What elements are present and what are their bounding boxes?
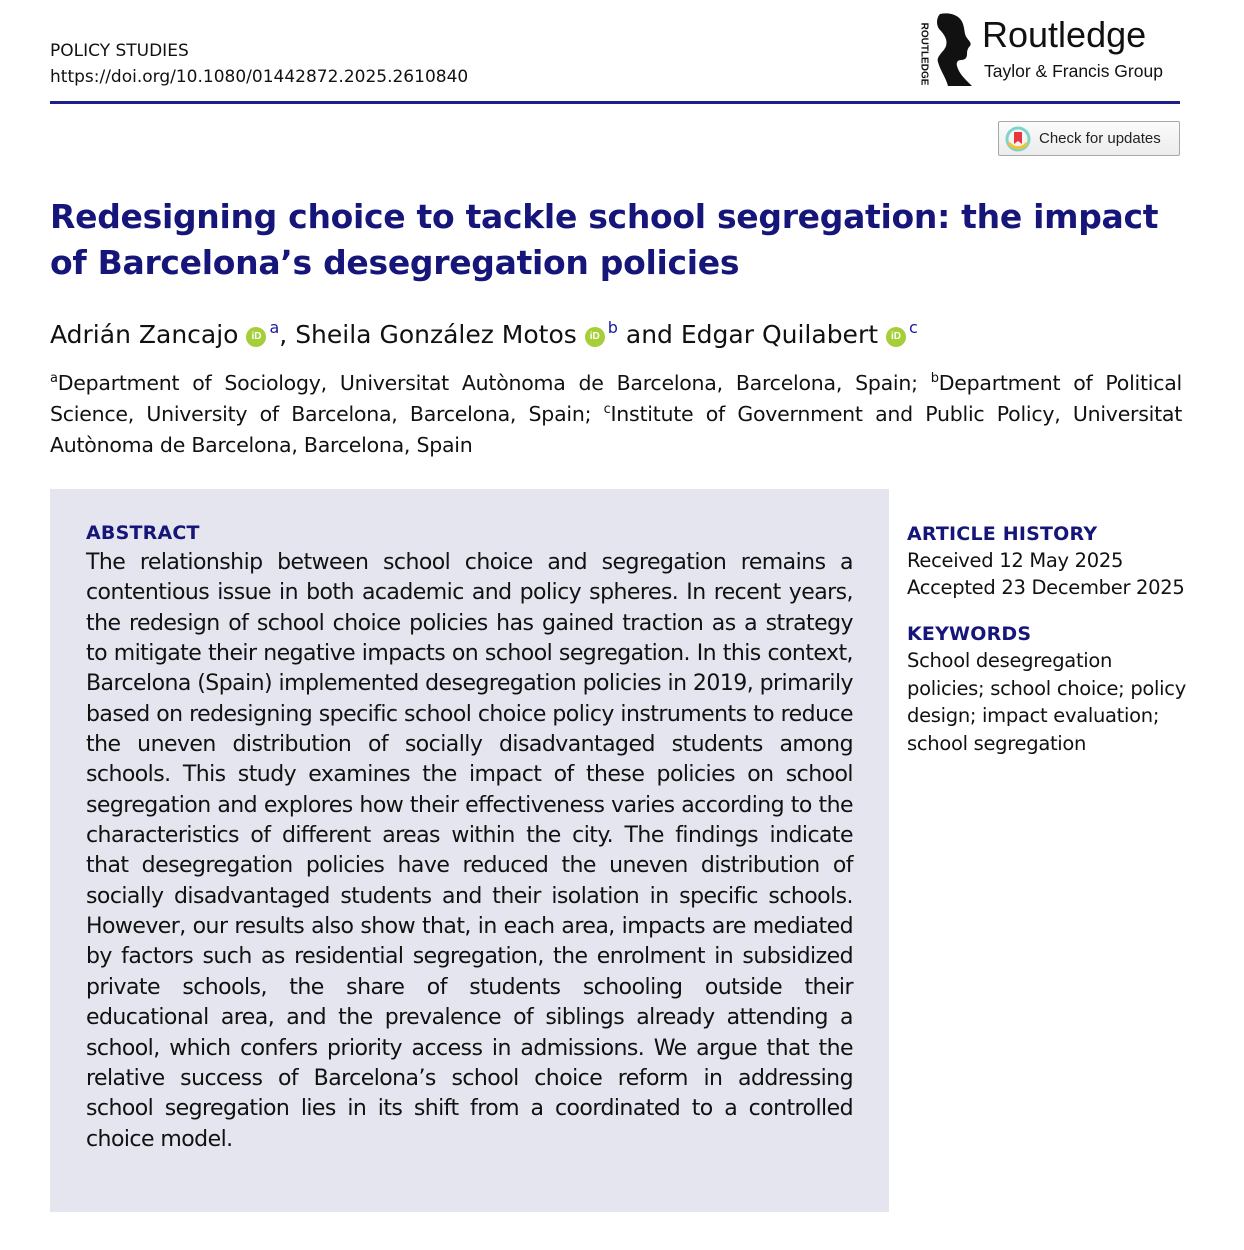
affiliation-mark: c: [603, 402, 611, 417]
abstract-heading: ABSTRACT: [86, 522, 200, 544]
affiliation-mark: b: [930, 371, 939, 386]
article-title-line-2: of Barcelona’s desegregation policies: [50, 243, 740, 282]
publisher-name: Routledge: [982, 14, 1147, 55]
routledge-head-logo-icon: [934, 12, 974, 88]
article-history-heading: ARTICLE HISTORY: [907, 523, 1098, 545]
journal-name: POLICY STUDIES: [50, 41, 189, 61]
publisher-vertical-wordmark: ROUTLEDGE: [918, 22, 930, 86]
affiliation-text: Institute of Government and Public Policy, Universitat Autònoma de Barcelona, Barcelona, Spain: [50, 402, 1182, 457]
keywords-heading: KEYWORDS: [907, 623, 1032, 645]
author-name[interactable]: Adrián Zancajo: [50, 320, 239, 349]
orcid-icon[interactable]: iD: [585, 327, 605, 347]
affiliations: [50, 368, 1182, 461]
doi-link[interactable]: https://doi.org/10.1080/01442872.2025.2610840: [50, 67, 469, 87]
keywords: [907, 621, 1197, 757]
crossmark-bookmark-icon: [1005, 126, 1031, 152]
publisher-group: Taylor & Francis Group: [984, 61, 1163, 81]
check-for-updates-label: Check for updates: [1039, 130, 1161, 147]
affiliation-text: Department of Political Science, University of Barcelona, Barcelona, Spain;: [50, 371, 1182, 426]
author-name[interactable]: Edgar Quilabert: [680, 320, 879, 349]
affiliation-marker[interactable]: b: [607, 318, 618, 337]
article-history: [907, 521, 1197, 601]
received-date: Received 12 May 2025: [907, 549, 1124, 572]
affiliation-marker[interactable]: a: [269, 318, 280, 337]
affiliation-mark: a: [50, 371, 58, 386]
abstract-box: [50, 489, 889, 1212]
author-list: [50, 308, 1190, 355]
accepted-date: Accepted 23 December 2025: [907, 576, 1185, 599]
publisher-logo: [916, 10, 1186, 90]
article-info-panel: [907, 521, 1197, 757]
orcid-icon[interactable]: iD: [246, 327, 266, 347]
abstract-text: The relationship between school choice and segregation remains a contentious issue in both academic and policy spheres. In recent years, the redesign of school choice policies has gained traction as a strategy to mitigate their negative impacts on school segregation. In this context, Barcelona (Spain) implemented desegregation policies in 2019, primarily based on redesigning specific school choice policy instruments to reduce the uneven distribution of socially disadvantaged students among schools. This study examines the impact of these policies on school segregation and explores how their effectiveness varies according to the characteristics of different areas within the city. The findings indicate that desegregation policies have reduced the uneven distribution of socially disadvantaged students and their isolation in specific schools. However, our results also show that, in each area, impacts are mediated by factors such as residential segregation, the enrolment in subsidized private schools, the share of students schooling outside their educational area, and the prevalence of siblings already attending a school, which confers priority access in admissions. We argue that the relative success of Barcelona’s school choice reform in addressing school segregation lies in its shift from a coordinated to a controlled choice model.: [86, 550, 853, 1152]
author-separator: ,: [279, 320, 296, 349]
affiliation-text: Department of Sociology, Universitat Autònoma de Barcelona, Barcelona, Spain;: [57, 371, 931, 395]
article-title-line-1: Redesigning choice to tackle school segregation: the impact: [50, 197, 1159, 236]
author-name[interactable]: Sheila González Motos: [295, 320, 577, 349]
keywords-text: School desegregation policies; school choice; policy design; impact evaluation; school segregation: [907, 649, 1186, 755]
affiliation-marker[interactable]: c: [909, 318, 918, 337]
check-for-updates-button[interactable]: [998, 121, 1180, 156]
author-separator: and: [617, 320, 681, 349]
header-divider: [50, 101, 1180, 104]
article-title: [50, 194, 1190, 286]
orcid-icon[interactable]: iD: [886, 327, 906, 347]
